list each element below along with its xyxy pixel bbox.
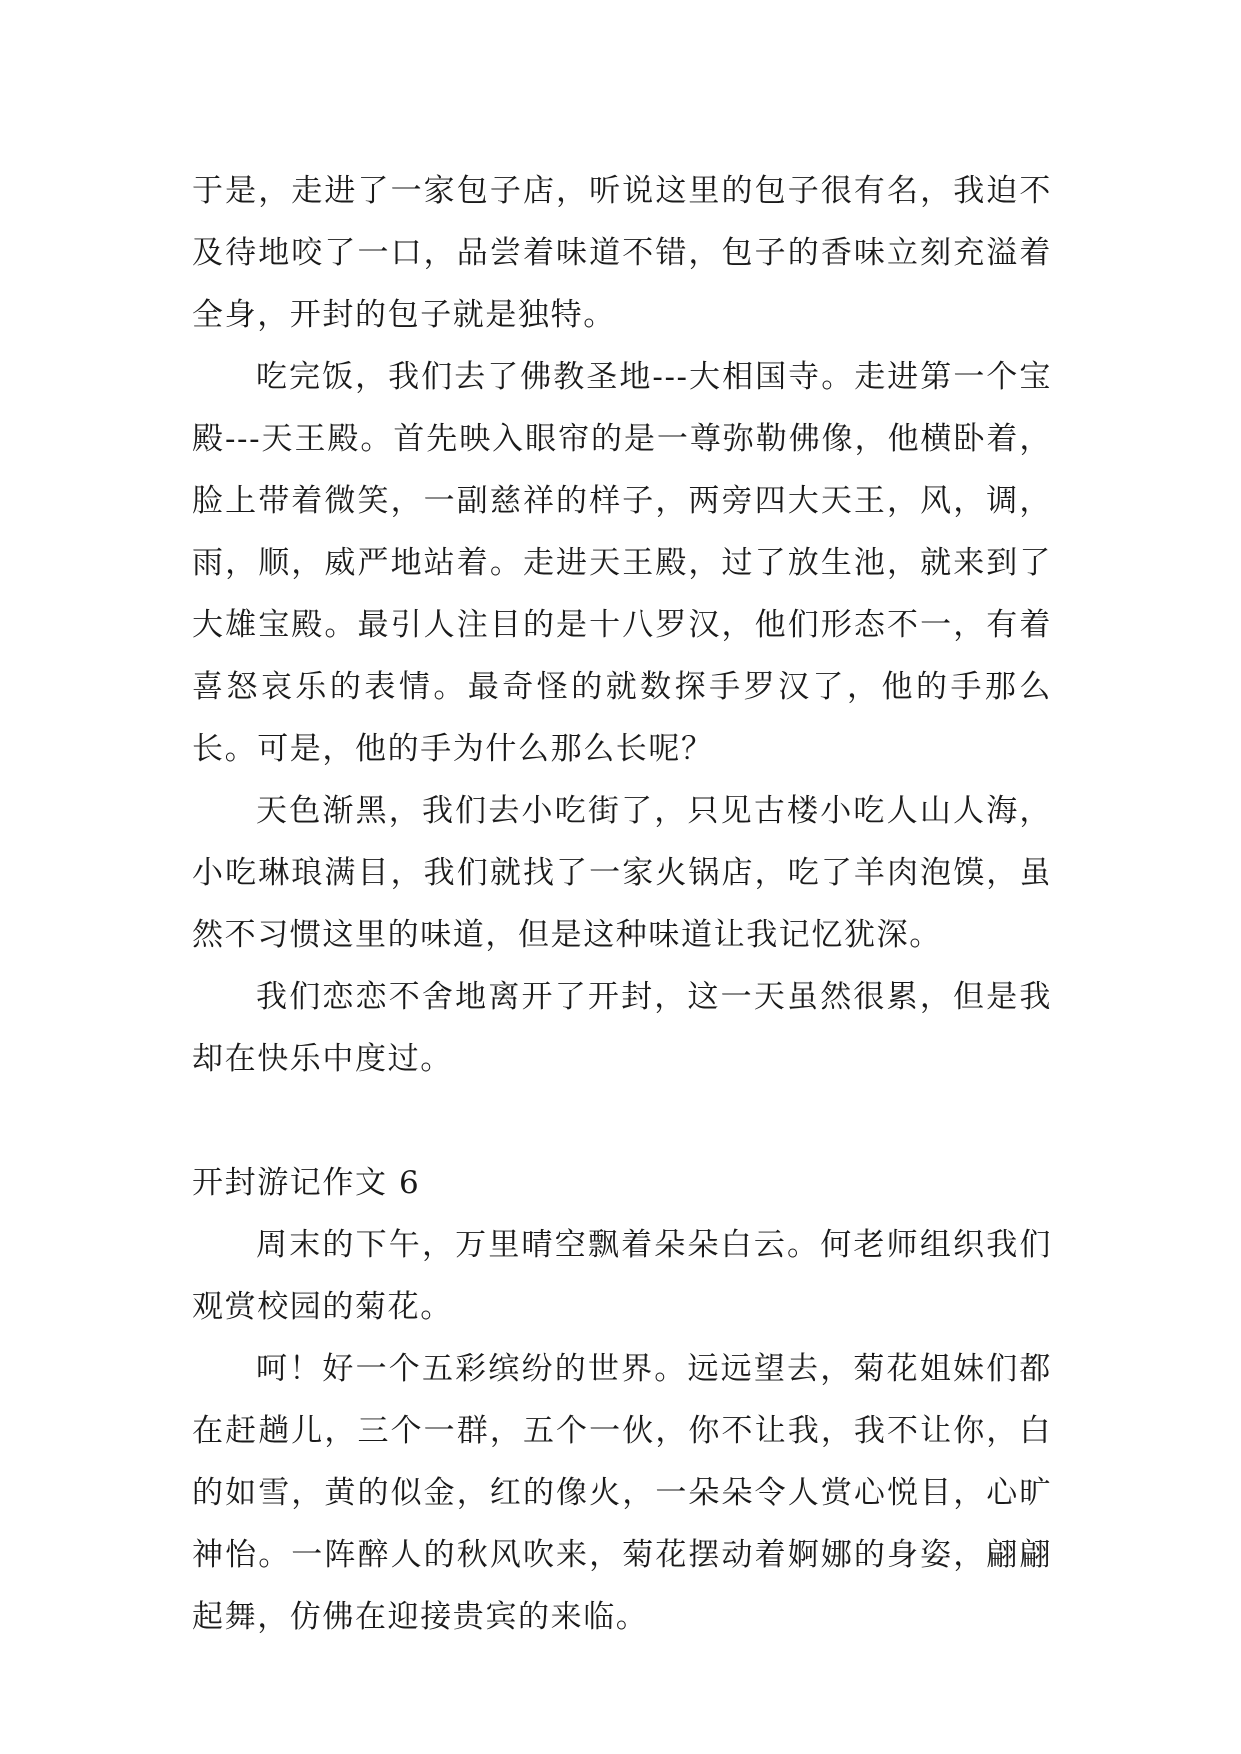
paragraph: 吃完饭，我们去了佛教圣地---大相国寺。走进第一个宝殿---天王殿。首先映入眼帘的是一尊弥勒佛像，他横卧着，脸上带着微笑，一副慈祥的样子，两旁四大天王，风，调，雨，顺，威严地站着。走进天王殿，过了放生池，就来到了大雄宝殿。最引人注目的是十八罗汉，他们形态不一，有着喜怒哀乐的表情。最奇怪的就数探手罗汉了，他的手那么长。可是，他的手为什么那么长呢？ xyxy=(192,359,1052,767)
section-title: 开封游记作文 6 xyxy=(192,1165,421,1201)
paragraph: 周末的下午，万里晴空飘着朵朵白云。何老师组织我们观赏校园的菊花。 xyxy=(192,1227,1052,1325)
paragraph: 于是，走进了一家包子店，听说这里的包子很有名，我迫不及待地咬了一口，品尝着味道不错，包子的香味立刻充溢着全身，开封的包子就是独特。 xyxy=(192,173,1052,333)
paragraph: 我们恋恋不舍地离开了开封，这一天虽然很累，但是我却在快乐中度过。 xyxy=(192,979,1052,1077)
paragraph: 呵！好一个五彩缤纷的世界。远远望去，菊花姐妹们都在赶趟儿，三个一群，五个一伙，你不让我，我不让你，白的如雪，黄的似金，红的像火，一朵朵令人赏心悦目，心旷神怡。一阵醉人的秋风吹来，菊花摆动着婀娜的身姿，翩翩起舞，仿佛在迎接贵宾的来临。 xyxy=(192,1351,1052,1635)
paragraph: 天色渐黑，我们去小吃街了，只见古楼小吃人山人海，小吃琳琅满目，我们就找了一家火锅店，吃了羊肉泡馍，虽然不习惯这里的味道，但是这种味道让我记忆犹深。 xyxy=(192,793,1052,953)
document-body xyxy=(192,160,1052,1648)
